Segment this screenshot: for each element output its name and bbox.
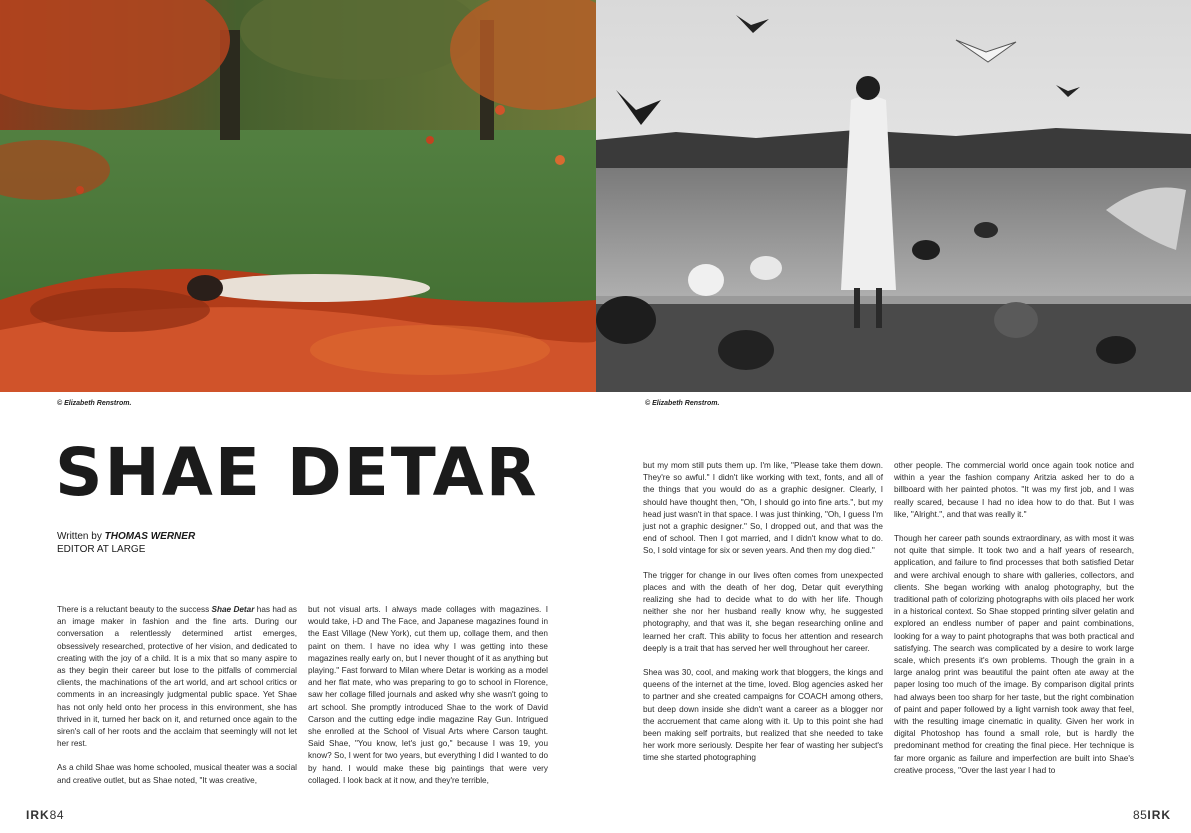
byline-prefix: Written by bbox=[57, 531, 105, 542]
paragraph bbox=[57, 604, 297, 750]
body-column-2 bbox=[308, 604, 548, 787]
folio-left bbox=[26, 808, 64, 822]
paragraph: but my mom still puts them up. I'm like, "Please take them down. They're so awful." I didn't like working with text, fonts, and all of the things that you would do as a graphic designer. Clearly, I should have thought then, "Oh, I should go into fine arts.", but my head just wasn't in that space. I was just thinking, "Oh, I guess I'm just not a graphic designer." So, I dropped out, and that was the end of school. Then I got married, and I didn't know what to do. So, I sold vintage for six or seven years. And then my dog died." bbox=[643, 461, 883, 556]
paragraph-lead: There is a reluctant beauty to the success bbox=[57, 605, 212, 614]
byline-role: EDITOR AT LARGE bbox=[57, 544, 146, 555]
photo-autumn-park bbox=[0, 0, 596, 392]
body-column-4 bbox=[894, 460, 1134, 777]
byline-author-name: THOMAS WERNER bbox=[104, 531, 196, 542]
paragraph: Though her career path sounds extraordinary, as with most it was not quite that simple. It took two and a half years of research, application, and failure to find processes that both satisfied Detar and were archival enough to share with galleries, collectors, and clients. She began working with analog photography, but the traditional path of colorizing photographs with oils placed her work in a historical context. So Shae stopped printing silver gelatin and explored an endless number of paper and paint combinations, looking for a way to paint photographs that was both practical and satisfying. The search was complicated by a desire to work large scale, which presents it's own problems. Though the grain in a large analog print was beautiful the paint often ate away at the paper losing too much of the image. By comparison digital prints had always been too sharp for her taste, but the right combination of paint and paper followed by a light varnish took away that feel, with the resulting image cinematic in quality. Given her work in digital Photoshop has found a small role, but is hardly the predominant method for creating the final piece. Her technique is far more organic as failure and imperfection are built into Shae's creative process, "Over the last year I had to bbox=[894, 534, 1134, 775]
lake-birds-illustration bbox=[596, 0, 1191, 392]
byline bbox=[57, 530, 195, 556]
autumn-park-illustration bbox=[0, 0, 596, 392]
magazine-logo: IRK bbox=[1147, 808, 1172, 822]
photo-credit-left: © Elizabeth Renstrom. bbox=[57, 400, 132, 407]
magazine-logo: IRK bbox=[26, 808, 50, 822]
photo-lake-birds bbox=[596, 0, 1191, 392]
paragraph-rest: has had as an image maker in fashion and the fine arts. During our conversation a relentlessly determined artist emerges, obsessively researched, protective of her vision, and dedicated to creating with the joy of a child. It is a mix that so many aspire to as they begin their career but lose to the pitfalls of commercial clients, the machinations of the art world, and art school critics or comments in an increasingly judgmental public space. Yet Shae has not only held onto her process in this environment, she has thrived in it, turned her back on it, and returned once again to the siren's call of her roots and the acclaim that seemingly will not let her rest. bbox=[57, 605, 298, 749]
article-title: SHAE DETAR bbox=[55, 434, 539, 511]
page-number-right: 85 bbox=[1133, 808, 1148, 822]
subject-name: Shae Detar bbox=[211, 605, 255, 614]
paragraph: The trigger for change in our lives often comes from unexpected places and with the death of her dog, Detar quit everything realizing she had to decide what to do with her life. Though neither she nor her husband really know why, he suggested photography, and that was it, she began researching online and learned her craft. This ability to focus her attention and research deeply is a trait that has served her well throughout her career. bbox=[643, 570, 883, 653]
body-column-3 bbox=[643, 460, 883, 765]
page-number-left: 84 bbox=[49, 808, 65, 822]
paragraph: other people. The commercial world once again took notice and within a year the fashion company Aritzia asked her to do a billboard with her painted photos. "It was my first job, and I was really scared, because I had no idea how to do that. But I was like, "Alright.", and that was really it." bbox=[894, 461, 1134, 519]
byline-author-line bbox=[57, 530, 195, 543]
paragraph: Shea was 30, cool, and making work that bloggers, the kings and queens of the internet at the time, loved. Blog agencies asked her to partner and she created campaigns for COACH among others, but deep down inside she didn't want a career as a blogger nor the accruement that came along with it. Up to this point she had been making self portraits, but realized that she needed to take her work more seriously. Despite her fear of wasting her subject's time she started photographing bbox=[643, 668, 883, 763]
paragraph: but not visual arts. I always made collages with magazines. I would take, i-D and The Face, and Japanese magazines found in the East Village (New York), cut them up, collage them, and then paint on them. I have no idea why I was getting into these magazines really early on, but I never thought of it as anything but playing." Fast forward to Milan where Detar is working as a model and her flat mate, who was preparing to go to school in Florence, saw her collage filled journals and asked why she wasn't going to art school. She promptly introduced Shae to the work of David Carson and the cutting edge indie magazine Ray Gun. Intrigued she enrolled at the School of Visual Arts where Carson taught. Said Shae, "You know, let's just go," because I was 19, you know? So, I went for two years, but everything I did I wanted to do by hand. I would make these big paintings that were very collaged. I look back at it now, and they're terrible, bbox=[308, 605, 548, 785]
folio-right bbox=[1133, 808, 1171, 822]
paragraph: As a child Shae was home schooled, musical theater was a social and creative outlet, but as Shae noted, "It was creative, bbox=[57, 763, 297, 785]
body-column-1 bbox=[57, 604, 297, 787]
photo-credit-right: © Elizabeth Renstrom. bbox=[645, 400, 720, 407]
